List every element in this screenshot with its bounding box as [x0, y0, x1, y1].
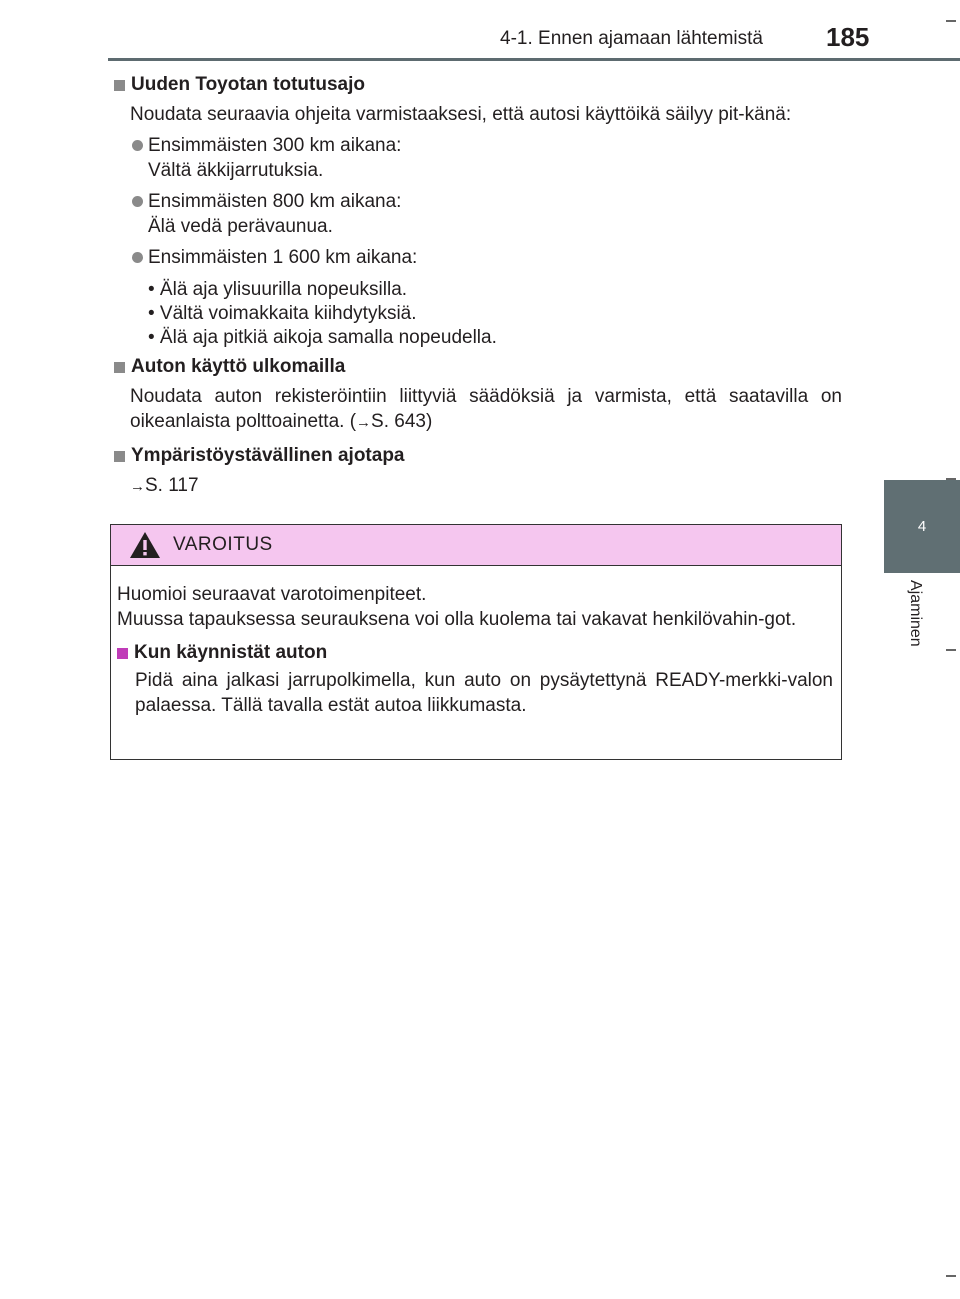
main-content — [112, 72, 842, 499]
section-title: 4-1. Ennen ajamaan lähtemistä — [500, 28, 763, 49]
circle-bullet-icon — [132, 252, 143, 263]
section-text — [130, 473, 842, 499]
page-reference-link[interactable]: S. 643 — [371, 411, 426, 432]
warning-box — [110, 524, 842, 760]
list-item: Ensimmäisten 300 km aikana: Vältä äkkijarrutuksia. — [132, 133, 842, 183]
crop-mark — [946, 649, 956, 651]
warning-body — [111, 566, 841, 718]
list-item: Ensimmäisten 1 600 km aikana: — [132, 245, 842, 270]
arrow-right-icon: → — [356, 414, 372, 431]
sub-list-item: • Älä aja pitkiä aikoja samalla nopeudella. — [148, 327, 497, 348]
square-bullet-icon — [114, 362, 125, 373]
warning-triangle-icon — [129, 531, 161, 559]
page-number: 185 — [826, 22, 870, 52]
page-reference-link[interactable]: S. 117 — [145, 475, 199, 496]
crop-mark — [946, 20, 956, 22]
chapter-number: 4 — [917, 518, 927, 535]
crop-mark — [946, 1275, 956, 1277]
section-intro: Noudata seuraavia ohjeita varmistaaksesi, että autosi käyttöikä säilyy pit-känä: — [130, 104, 792, 125]
section-heading: Auton käyttö ulkomailla — [112, 354, 842, 380]
section-text: Noudata auton rekisteröintiin liittyviä säädöksiä ja varmista, että saatavilla on oikeanlaista polttoainetta. (→S. 643) — [130, 386, 842, 432]
circle-bullet-icon — [132, 140, 143, 151]
circle-bullet-icon — [132, 196, 143, 207]
section-heading: Ympäristöystävällinen ajotapa — [112, 443, 842, 469]
arrow-right-icon: → — [130, 478, 145, 495]
square-bullet-icon — [114, 80, 125, 91]
section-heading: Uuden Toyotan totutusajo — [112, 72, 842, 98]
warning-subheading: Kun käynnistät auton — [117, 642, 833, 664]
warning-header — [111, 525, 841, 566]
chapter-tab — [884, 480, 960, 573]
sub-list-item: • Vältä voimakkaita kiihdytyksiä. — [148, 303, 417, 324]
list-item: Ensimmäisten 800 km aikana: Älä vedä perävaunua. — [132, 189, 842, 239]
square-bullet-icon — [114, 451, 125, 462]
warning-title: VAROITUS — [173, 534, 273, 555]
warning-subtext: Pidä aina jalkasi jarrupolkimella, kun auto on pysäytettynä READY-merkki-valon palaessa. Tällä tavalla estät autoa liikkumasta. — [135, 670, 833, 716]
sub-list-item: • Älä aja ylisuurilla nopeuksilla. — [148, 279, 408, 300]
chapter-label: Ajaminen — [907, 580, 924, 647]
square-bullet-icon — [117, 648, 128, 659]
warning-intro: Huomioi seuraavat varotoimenpiteet. Muussa tapauksessa seurauksena voi olla kuolema tai vakavat henkilövahin-got. — [117, 584, 797, 630]
header-rule — [108, 58, 960, 61]
